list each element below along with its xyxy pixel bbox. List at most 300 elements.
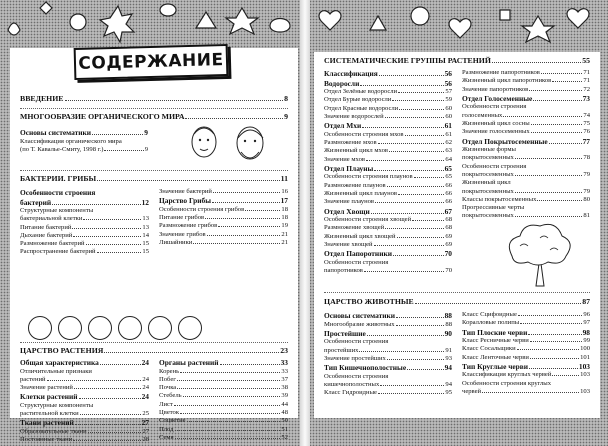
plants-columns: [20, 358, 288, 445]
toc-entry[interactable]: [324, 113, 452, 121]
toc-label: Класс Ресничные черви: [462, 337, 529, 345]
toc-label: Классификация круглых червей: [462, 371, 552, 379]
toc-label: Тип Круглые черви: [462, 361, 529, 371]
toc-label: Органы растений: [159, 358, 219, 367]
tree-illustration: [500, 222, 580, 291]
toc-label: Отдел Покрытосеменные: [462, 136, 548, 146]
toc-page: 28: [142, 436, 149, 444]
toc-entry[interactable]: [462, 154, 590, 162]
toc-label: Особенности строения: [462, 103, 527, 111]
plant-groups-column-1: [324, 69, 452, 275]
toc-page: 24: [142, 384, 149, 392]
toc-entry[interactable]: [462, 212, 590, 220]
toc-page: 98: [582, 327, 590, 337]
toc-entry[interactable]: [20, 215, 149, 223]
toc-entry[interactable]: [462, 380, 590, 388]
toc-entry[interactable]: [324, 373, 452, 381]
toc-page: 66: [445, 189, 452, 197]
toc-label: Корень: [159, 367, 180, 375]
toc-label: Структурные компоненты: [20, 207, 94, 214]
toc-entry[interactable]: [20, 410, 149, 418]
toc-entry[interactable]: [324, 182, 452, 190]
toc-entry[interactable]: [159, 239, 288, 247]
toc-label: Размножение папоротников: [462, 69, 540, 76]
toc-entry[interactable]: [462, 188, 590, 196]
toc-entry[interactable]: [324, 259, 452, 267]
toc-label: Ткани растений: [20, 418, 74, 428]
toc-entry[interactable]: [324, 139, 452, 147]
toc-entry[interactable]: [159, 206, 288, 214]
classification-line-1: Классификация органического мира: [20, 137, 122, 145]
toc-page: 44: [281, 400, 288, 408]
toc-entry[interactable]: [462, 163, 590, 171]
toc-entry[interactable]: [462, 86, 590, 94]
toc-label: Соцветие: [159, 417, 186, 425]
toc-entry[interactable]: [159, 392, 288, 400]
toc-label: Особенности строения плаунов: [324, 173, 413, 181]
toc-entry[interactable]: [324, 233, 452, 241]
toc-label: Класс Сцифоидные: [462, 311, 517, 318]
toc-label: Классы покрытосеменных: [462, 195, 537, 203]
toc-entry[interactable]: [324, 241, 452, 249]
toc-entry[interactable]: [20, 418, 149, 428]
microbes-illustration: [28, 316, 202, 340]
toc-entry[interactable]: [20, 224, 149, 232]
toc-page: 23: [280, 346, 288, 355]
toc-label: ЦАРСТВО ЖИВОТНЫЕ: [324, 297, 414, 306]
animals-column-2: [462, 311, 590, 398]
toc-entry[interactable]: [20, 240, 149, 248]
toc-label: покрытосеменных: [462, 187, 514, 195]
toc-label: Семя: [159, 433, 174, 441]
toc-label: Особенности строения: [324, 258, 389, 266]
bacteria-column-1: [20, 188, 149, 257]
toc-entry[interactable]: [324, 198, 452, 206]
toc-page: 56: [444, 69, 452, 78]
toc-label: Питание грибов: [159, 214, 205, 222]
toc-page: 55: [582, 56, 590, 65]
toc-page: 60: [445, 112, 452, 120]
toc-page: 13: [142, 215, 149, 223]
plants-column-1: [20, 358, 149, 445]
toc-page: 66: [445, 198, 452, 206]
toc-page: 88: [445, 320, 452, 328]
toc-label: покрытосеменных: [462, 154, 514, 162]
toc-label: Многообразие животных: [324, 320, 395, 328]
toc-page: 16: [281, 188, 288, 195]
toc-entry[interactable]: [20, 384, 149, 392]
toc-page: 24: [142, 375, 149, 383]
toc-label: Структурные компоненты: [20, 401, 94, 409]
toc-label: Клетки растений: [20, 392, 78, 402]
toc-entry[interactable]: [324, 164, 452, 174]
toc-entry[interactable]: [462, 112, 590, 120]
toc-label: Отдел Красные водоросли: [324, 104, 399, 112]
toc-page: 12: [141, 197, 149, 207]
bacteria-columns: [20, 188, 288, 257]
toc-entry[interactable]: [324, 311, 452, 321]
toc-entry[interactable]: [159, 214, 288, 222]
toc-page: 18: [281, 205, 288, 213]
toc-entry[interactable]: [462, 128, 590, 136]
toc-label: Лишайники: [159, 238, 193, 246]
toc-entry[interactable]: [324, 355, 452, 363]
toc-label: Отдел Плауны: [324, 163, 374, 173]
toc-label: МНОГООБРАЗИЕ ОРГАНИЧЕСКОГО МИРА: [20, 112, 185, 121]
toc-entry[interactable]: [324, 267, 452, 275]
book-gutter: [300, 0, 310, 446]
toc-entry[interactable]: [462, 196, 590, 204]
toc-page: 72: [583, 85, 590, 93]
toc-entry[interactable]: [462, 137, 590, 147]
toc-page: 37: [281, 375, 288, 383]
toc-label: СИСТЕМАТИЧЕСКИЕ ГРУППЫ РАСТЕНИЙ: [324, 56, 491, 65]
toc-label: Классификация: [324, 69, 378, 78]
toc-label: Значение папоротников: [462, 85, 529, 93]
toc-label: ВВЕДЕНИЕ: [20, 94, 64, 103]
systematics-entry[interactable]: [20, 128, 148, 154]
intro-entry[interactable]: [20, 94, 288, 104]
toc-label: Тип Плоские черви: [462, 327, 528, 337]
title-banner: [74, 44, 229, 80]
toc-entry[interactable]: [462, 328, 590, 338]
toc-page: 100: [580, 345, 590, 353]
toc-entry[interactable]: [462, 311, 590, 319]
toc-label: Значение простейших: [324, 354, 386, 362]
toc-page: 56: [444, 78, 452, 88]
toc-entry[interactable]: [462, 103, 590, 111]
toc-entry[interactable]: [324, 224, 452, 232]
toc-page: 74: [583, 111, 590, 119]
toc-label: Значение грибов: [159, 230, 206, 238]
toc-entry[interactable]: [159, 358, 288, 368]
toc-entry[interactable]: [324, 207, 452, 217]
toc-label: Размножение хвощей: [324, 224, 385, 232]
toc-page: 33: [280, 358, 288, 367]
toc-entry[interactable]: [20, 392, 149, 402]
toc-entry[interactable]: [20, 428, 149, 436]
toc-label: Особенности строения: [324, 372, 389, 380]
scientist-portraits-illustration: [180, 122, 280, 171]
toc-page: 8: [284, 94, 288, 103]
toc-entry[interactable]: [159, 426, 288, 434]
diversity-entry[interactable]: [20, 112, 288, 122]
toc-entry[interactable]: [462, 388, 590, 396]
toc-page: 65: [444, 163, 452, 173]
plants-kingdom-entry[interactable]: [20, 346, 288, 356]
toc-label: голосеменных: [462, 111, 503, 119]
toc-entry[interactable]: [462, 179, 590, 187]
toc-page: 21: [281, 238, 288, 246]
toc-page: 94: [444, 363, 452, 373]
toc-label: Жизненный цикл папоротников: [462, 77, 552, 85]
toc-label: Особенности строения: [20, 188, 96, 197]
toc-label: Особенности строения: [324, 338, 389, 346]
toc-page: 103: [580, 388, 590, 396]
toc-label: Размножение мхов: [324, 138, 377, 146]
toc-entry[interactable]: [159, 384, 288, 392]
toc-page: 64: [445, 155, 452, 163]
toc-label: простейших: [324, 346, 359, 354]
toc-entry[interactable]: [324, 96, 452, 104]
toc-label: Значение мхов: [324, 155, 365, 163]
toc-entry[interactable]: [462, 362, 590, 372]
toc-label: кишечнополостных: [324, 380, 380, 388]
toc-label: бактериальной клетки: [20, 215, 83, 223]
toc-page: 9: [284, 112, 288, 121]
toc-label: Отдел Голосеменные: [462, 93, 533, 103]
toc-label: Жизненный цикл хвощей: [324, 232, 396, 240]
toc-entry[interactable]: [20, 248, 149, 256]
toc-entry[interactable]: [324, 321, 452, 329]
toc-label: покрытосеменных: [462, 170, 514, 178]
toc-page: 50: [281, 417, 288, 425]
toc-label: Дыхание бактерий: [20, 231, 73, 239]
toc-page: 59: [445, 96, 452, 104]
doodle-decoration-left: [0, 0, 300, 48]
toc-entry[interactable]: [324, 389, 452, 397]
toc-page: 61: [445, 130, 452, 138]
toc-label: Размножение бактерий: [20, 240, 85, 248]
animals-columns: [324, 311, 590, 398]
toc-page: 94: [445, 380, 452, 388]
toc-entry[interactable]: [324, 105, 452, 113]
toc-label: Отдел Папоротники: [324, 249, 392, 259]
toc-page: 79: [583, 187, 590, 195]
toc-entry[interactable]: [462, 354, 590, 362]
toc-entry[interactable]: [324, 69, 452, 79]
microbe-circle-icon: [58, 316, 82, 340]
toc-page: 67: [444, 206, 452, 216]
toc-entry[interactable]: [159, 188, 288, 196]
toc-page: 14: [142, 231, 149, 239]
toc-page: 15: [142, 240, 149, 248]
toc-page: 25: [142, 410, 149, 418]
toc-page: 60: [445, 104, 452, 112]
toc-label: Простейшие: [324, 328, 366, 338]
toc-page: 68: [445, 224, 452, 232]
toc-entry[interactable]: [159, 196, 288, 206]
toc-page: 17: [280, 196, 288, 206]
toc-page: 63: [445, 147, 452, 155]
toc-entry[interactable]: [462, 371, 590, 379]
toc-entry[interactable]: [462, 146, 590, 154]
toc-label: Побег: [159, 375, 176, 383]
microbe-circle-icon: [178, 316, 202, 340]
toc-entry[interactable]: [462, 337, 590, 345]
toc-entry[interactable]: [462, 69, 590, 77]
toc-page: 57: [445, 88, 452, 95]
toc-page: 66: [445, 181, 452, 189]
toc-page: 81: [583, 212, 590, 220]
toc-page: 88: [444, 311, 452, 320]
toc-page: 19: [281, 222, 288, 230]
toc-page: 76: [583, 128, 590, 136]
toc-entry[interactable]: [462, 120, 590, 128]
toc-page: 99: [583, 337, 590, 345]
toc-entry[interactable]: [462, 319, 590, 327]
toc-entry[interactable]: [324, 121, 452, 131]
toc-entry[interactable]: [324, 363, 452, 373]
toc-label: Отдел Зелёные водоросли: [324, 88, 398, 95]
toc-label: Жизненный цикл сосны: [462, 119, 530, 127]
toc-label: Основы систематики: [324, 311, 396, 320]
bacteria-column-2: [159, 188, 288, 257]
toc-label: Цветок: [159, 408, 180, 416]
toc-page: 62: [445, 138, 452, 146]
toc-label: Значение плаунов: [324, 198, 375, 206]
toc-label: Отдел Бурые водоросли: [324, 96, 392, 104]
toc-page: 24: [141, 392, 149, 402]
toc-page: 87: [582, 297, 590, 306]
toc-page: 96: [583, 311, 590, 318]
toc-page: 24: [141, 358, 149, 367]
toc-entry[interactable]: [20, 376, 149, 384]
toc-label: Особенности строения мхов: [324, 130, 404, 138]
toc-label: Основы систематики: [20, 128, 92, 137]
microbe-circle-icon: [118, 316, 142, 340]
toc-page: 68: [445, 216, 452, 224]
toc-entry[interactable]: [462, 204, 590, 212]
toc-label: Распространение бактерий: [20, 248, 96, 256]
toc-page: 103: [580, 371, 590, 379]
toc-page: 91: [445, 346, 452, 354]
toc-label: Класс Гидроидные: [324, 389, 377, 397]
toc-page: 78: [583, 154, 590, 162]
toc-label: Особенности строения грибов: [159, 205, 245, 213]
toc-label: Отдел Мхи: [324, 121, 362, 131]
toc-entry[interactable]: [462, 77, 590, 85]
toc-entry[interactable]: [159, 417, 288, 425]
toc-page: 101: [580, 353, 590, 361]
toc-label: Значение бактерий: [159, 188, 212, 195]
toc-entry[interactable]: [324, 249, 452, 259]
toc-page: 52: [281, 433, 288, 441]
toc-entry[interactable]: [159, 222, 288, 230]
toc-label: Водоросли: [324, 78, 360, 88]
toc-page: 51: [281, 425, 288, 433]
toc-page: 27: [141, 418, 149, 428]
toc-page: 90: [444, 328, 452, 338]
toc-entry[interactable]: [20, 402, 149, 410]
toc-page: 48: [281, 408, 288, 416]
toc-page: 77: [582, 136, 590, 146]
toc-entry[interactable]: [20, 436, 149, 444]
toc-entry[interactable]: [324, 173, 452, 181]
toc-label: Жизненные формы: [462, 146, 516, 154]
left-page: [10, 48, 298, 444]
toc-entry[interactable]: [20, 232, 149, 240]
toc-label: бактерий: [20, 197, 52, 207]
toc-label: Стебель: [159, 392, 182, 400]
toc-page: 18: [281, 214, 288, 222]
toc-label: Отличительные признаки: [20, 367, 92, 375]
toc-entry[interactable]: [20, 198, 149, 208]
toc-page: 93: [445, 354, 452, 362]
toc-page: 9: [144, 128, 148, 137]
toc-label: Почка: [159, 384, 177, 392]
toc-entry[interactable]: [462, 94, 590, 104]
toc-page: 11: [280, 174, 288, 183]
toc-entry[interactable]: [324, 88, 452, 96]
toc-entry[interactable]: [159, 434, 288, 442]
toc-page: 71: [583, 77, 590, 85]
toc-label: Значение хвощей: [324, 240, 373, 248]
toc-label: растений: [20, 375, 46, 383]
toc-label: Жизненный цикл: [462, 179, 511, 187]
toc-page: 69: [445, 240, 452, 248]
animals-kingdom-entry[interactable]: [324, 297, 590, 307]
toc-label: Значение водорослей: [324, 112, 384, 120]
page-title: СОДЕРЖАНИЕ: [78, 50, 224, 74]
toc-entry[interactable]: [324, 156, 452, 164]
toc-page: 13: [142, 223, 149, 231]
plants-column-2: [159, 358, 288, 445]
toc-entry[interactable]: [20, 368, 149, 376]
toc-label: Класс Ленточные черви: [462, 353, 529, 361]
toc-entry[interactable]: [159, 376, 288, 384]
toc-entry[interactable]: [20, 358, 149, 368]
toc-entry[interactable]: [159, 368, 288, 376]
toc-page: 69: [445, 232, 452, 240]
microbe-circle-icon: [148, 316, 172, 340]
doodle-decoration-right: [310, 0, 608, 48]
toc-label: червей: [462, 388, 482, 396]
toc-page: 61: [444, 121, 452, 131]
toc-entry[interactable]: [20, 188, 149, 198]
toc-entry[interactable]: [159, 401, 288, 409]
toc-label: Значение голосеменных: [462, 128, 530, 136]
toc-page: 39: [281, 392, 288, 400]
toc-label: Образовательные ткани: [20, 427, 87, 435]
toc-page: 15: [142, 248, 149, 256]
toc-entry[interactable]: [324, 347, 452, 355]
toc-entry[interactable]: [324, 338, 452, 346]
toc-entry[interactable]: [324, 216, 452, 224]
toc-entry[interactable]: [324, 329, 452, 339]
toc-entry[interactable]: [462, 345, 590, 353]
bacteria-fungi-entry[interactable]: [20, 174, 288, 184]
toc-label: растительной клетки: [20, 410, 79, 418]
toc-label: Класс Сосальщики: [462, 345, 516, 353]
toc-label: Жизненный цикл плаунов: [324, 189, 398, 197]
toc-entry[interactable]: [159, 231, 288, 239]
toc-label: покрытосеменных: [462, 212, 514, 220]
toc-label: Отдел Хвощи: [324, 206, 370, 216]
toc-label: Размножение плаунов: [324, 181, 386, 189]
classification-line-2: (по Т. Кавалье-Смиту, 1998 г.): [20, 145, 104, 153]
microbe-circle-icon: [88, 316, 112, 340]
toc-entry[interactable]: [20, 207, 149, 215]
toc-entry[interactable]: [324, 79, 452, 89]
toc-label: Значение растений: [20, 384, 73, 392]
toc-entry[interactable]: [324, 131, 452, 139]
microbe-circle-icon: [28, 316, 52, 340]
toc-page: 65: [445, 173, 452, 181]
toc-page: 75: [583, 119, 590, 127]
toc-entry[interactable]: [324, 381, 452, 389]
doodle-shapes-icon: [0, 0, 300, 48]
toc-label: Жизненный цикл мхов: [324, 147, 388, 155]
toc-label: папоротников: [324, 267, 363, 275]
toc-entry[interactable]: [462, 171, 590, 179]
toc-page: 79: [583, 170, 590, 178]
toc-entry[interactable]: [159, 409, 288, 417]
toc-entry[interactable]: [324, 147, 452, 155]
toc-entry[interactable]: [324, 190, 452, 198]
plant-groups-entry[interactable]: [324, 56, 590, 66]
animals-column-1: [324, 311, 452, 398]
